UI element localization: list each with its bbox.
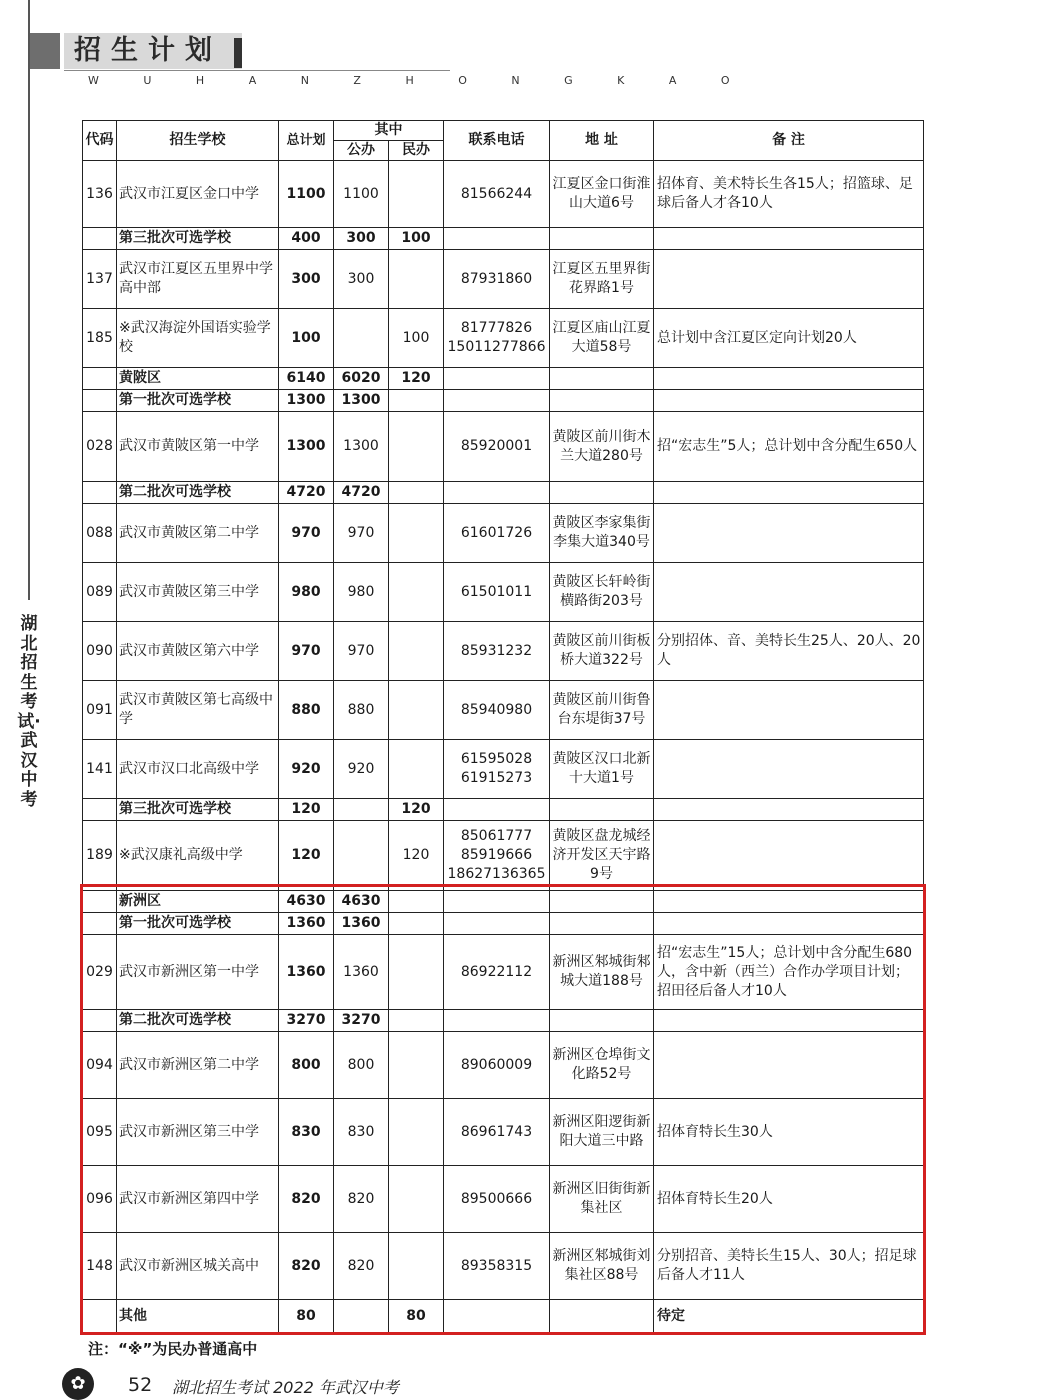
page-section-title: 招生计划 (64, 33, 242, 69)
cell-total: 4630 (279, 891, 334, 913)
cell-school: ※武汉康礼高级中学 (117, 821, 279, 891)
header-phone: 联系电话 (444, 121, 550, 161)
cell-note (654, 390, 924, 412)
cell-private (389, 412, 444, 482)
cell-code: 095 (83, 1099, 117, 1166)
cell-total: 1300 (279, 390, 334, 412)
cell-code (83, 368, 117, 390)
cell-private (389, 390, 444, 412)
cell-address: 黄陂区前川街木兰大道280号 (550, 412, 654, 482)
cell-phone: 61501011 (444, 563, 550, 622)
cell-code: 028 (83, 412, 117, 482)
cell-total: 920 (279, 740, 334, 799)
cell-note: 总计划中含江夏区定向计划20人 (654, 309, 924, 368)
cell-public: 800 (334, 1032, 389, 1099)
header-among: 其中 (334, 121, 444, 141)
cell-phone (444, 368, 550, 390)
table-row (83, 799, 924, 821)
cell-public: 1300 (334, 390, 389, 412)
cell-school: 第二批次可选学校 (117, 1010, 279, 1032)
cell-school: 武汉市新洲区第四中学 (117, 1166, 279, 1233)
cell-public: 820 (334, 1233, 389, 1300)
page-section-subtitle: W U H A N Z H O N G K A O (88, 74, 751, 87)
cell-total: 6140 (279, 368, 334, 390)
table-row (83, 821, 924, 891)
table-row (83, 250, 924, 309)
table-row (83, 309, 924, 368)
cell-public: 880 (334, 681, 389, 740)
cell-address: 黄陂区前川街板桥大道322号 (550, 622, 654, 681)
cell-phone: 89060009 (444, 1032, 550, 1099)
cell-note: 招体育特长生20人 (654, 1166, 924, 1233)
header-private: 民办 (389, 141, 444, 161)
cell-code: 137 (83, 250, 117, 309)
cell-phone: 85940980 (444, 681, 550, 740)
cell-school: 武汉市黄陂区第二中学 (117, 504, 279, 563)
cell-school: 武汉市江夏区五里界中学高中部 (117, 250, 279, 309)
cell-private: 120 (389, 368, 444, 390)
table-footnote: 注：“※”为民办普通高中 (88, 1340, 258, 1358)
cell-code: 136 (83, 161, 117, 228)
cell-private (389, 622, 444, 681)
cell-private: 100 (389, 228, 444, 250)
header-public: 公办 (334, 141, 389, 161)
cell-address (550, 482, 654, 504)
cell-note (654, 799, 924, 821)
cell-code: 088 (83, 504, 117, 563)
header-school: 招生学校 (117, 121, 279, 161)
cell-code: 096 (83, 1166, 117, 1233)
cell-phone (444, 228, 550, 250)
cell-total: 1360 (279, 935, 334, 1010)
cell-note: 招体育特长生30人 (654, 1099, 924, 1166)
table-row (83, 622, 924, 681)
cell-school: 武汉市新洲区第三中学 (117, 1099, 279, 1166)
cell-private (389, 740, 444, 799)
cell-total: 1300 (279, 412, 334, 482)
cell-phone: 85061777 85919666 18627136365 (444, 821, 550, 891)
cell-public (334, 821, 389, 891)
cell-school: 武汉市江夏区金口中学 (117, 161, 279, 228)
cell-public: 3270 (334, 1010, 389, 1032)
table-row (83, 740, 924, 799)
cell-note (654, 740, 924, 799)
cell-total: 120 (279, 799, 334, 821)
cell-note (654, 821, 924, 891)
cell-code: 148 (83, 1233, 117, 1300)
cell-code: 090 (83, 622, 117, 681)
cell-note (654, 250, 924, 309)
cell-phone: 81566244 (444, 161, 550, 228)
cell-address (550, 368, 654, 390)
cell-total: 880 (279, 681, 334, 740)
cell-address (550, 390, 654, 412)
cell-public: 970 (334, 504, 389, 563)
cell-public: 980 (334, 563, 389, 622)
cell-school: 武汉市新洲区城关高中 (117, 1233, 279, 1300)
table-row (83, 228, 924, 250)
cell-note: 招“宏志生”15人；总计划中含分配生680人，含中新（西兰）合作办学项目计划；招田径后备人才10人 (654, 935, 924, 1010)
cell-note: 招“宏志生”5人；总计划中含分配生650人 (654, 412, 924, 482)
cell-private: 120 (389, 799, 444, 821)
cell-private (389, 563, 444, 622)
table-row (83, 390, 924, 412)
cell-address: 新洲区邾城街刘集社区88号 (550, 1233, 654, 1300)
cell-school: 第二批次可选学校 (117, 482, 279, 504)
cell-school: 第一批次可选学校 (117, 913, 279, 935)
table-row (83, 504, 924, 563)
cell-phone: 81777826 15011277866 (444, 309, 550, 368)
cell-phone: 61595028 61915273 (444, 740, 550, 799)
cell-address: 新洲区仓埠街文化路52号 (550, 1032, 654, 1099)
cell-phone: 86922112 (444, 935, 550, 1010)
table-row (83, 681, 924, 740)
highlight-box-xinzhou (80, 884, 926, 1335)
header-code: 代码 (83, 121, 117, 161)
cell-phone: 89500666 (444, 1166, 550, 1233)
cell-public: 1300 (334, 412, 389, 482)
cell-note (654, 482, 924, 504)
cell-phone: 86961743 (444, 1099, 550, 1166)
table-row (83, 368, 924, 390)
cell-code: 029 (83, 935, 117, 1010)
cell-address (550, 228, 654, 250)
cell-code: 091 (83, 681, 117, 740)
header-underline (64, 70, 450, 71)
cell-address: 江夏区五里界街花界路1号 (550, 250, 654, 309)
cell-address (550, 799, 654, 821)
cell-phone (444, 482, 550, 504)
header-note: 备 注 (654, 121, 924, 161)
cell-public: 830 (334, 1099, 389, 1166)
cell-public (334, 799, 389, 821)
cell-total: 120 (279, 821, 334, 891)
cell-code: 094 (83, 1032, 117, 1099)
cell-private: 100 (389, 309, 444, 368)
cell-phone: 87931860 (444, 250, 550, 309)
cell-address: 黄陂区盘龙城经济开发区天宇路9号 (550, 821, 654, 891)
cell-public: 1100 (334, 161, 389, 228)
cell-phone: 85920001 (444, 412, 550, 482)
footer-emblem-icon: ✿ (62, 1368, 94, 1400)
cell-private (389, 482, 444, 504)
cell-total: 830 (279, 1099, 334, 1166)
cell-private: 80 (389, 1300, 444, 1334)
cell-public: 1360 (334, 913, 389, 935)
cell-public: 4630 (334, 891, 389, 913)
cell-note: 分别招体、音、美特长生25人、20人、20人 (654, 622, 924, 681)
cell-public: 6020 (334, 368, 389, 390)
cell-school: 其他 (117, 1300, 279, 1334)
cell-note (654, 228, 924, 250)
cell-total: 980 (279, 563, 334, 622)
cell-school: 武汉市新洲区第一中学 (117, 935, 279, 1010)
cell-total: 300 (279, 250, 334, 309)
cell-address: 黄陂区前川街鲁台东堤街37号 (550, 681, 654, 740)
table-row (83, 412, 924, 482)
cell-public: 4720 (334, 482, 389, 504)
cell-school: 第三批次可选学校 (117, 799, 279, 821)
cell-school: 武汉市黄陂区第六中学 (117, 622, 279, 681)
header-address: 地 址 (550, 121, 654, 161)
cell-total: 1360 (279, 913, 334, 935)
cell-address: 黄陂区汉口北新十大道1号 (550, 740, 654, 799)
cell-public: 300 (334, 228, 389, 250)
cell-total: 1100 (279, 161, 334, 228)
cell-code (83, 390, 117, 412)
cell-code: 089 (83, 563, 117, 622)
cell-code: 141 (83, 740, 117, 799)
vertical-side-title: 湖北招生考试·武汉中考 (17, 614, 41, 810)
cell-total: 970 (279, 504, 334, 563)
cell-public: 820 (334, 1166, 389, 1233)
header-total: 总计划 (279, 121, 334, 161)
cell-total: 970 (279, 622, 334, 681)
cell-school: 武汉市黄陂区第三中学 (117, 563, 279, 622)
cell-public (334, 309, 389, 368)
cell-private (389, 681, 444, 740)
cell-note: 待定 (654, 1300, 924, 1334)
cell-phone: 85931232 (444, 622, 550, 681)
cell-total: 820 (279, 1233, 334, 1300)
cell-total: 800 (279, 1032, 334, 1099)
cell-code (83, 482, 117, 504)
cell-code: 185 (83, 309, 117, 368)
cell-total: 80 (279, 1300, 334, 1334)
header-accent-block (30, 33, 60, 69)
cell-address: 江夏区庙山江夏大道58号 (550, 309, 654, 368)
cell-school: 黄陂区 (117, 368, 279, 390)
table-row (83, 563, 924, 622)
cell-public: 920 (334, 740, 389, 799)
cell-note: 分别招音、美特长生15人、30人；招足球后备人才11人 (654, 1233, 924, 1300)
cell-public: 970 (334, 622, 389, 681)
cell-total: 820 (279, 1166, 334, 1233)
cell-address: 新洲区邾城街邾城大道188号 (550, 935, 654, 1010)
cell-note: 招体育、美术特长生各15人；招篮球、足球后备人才各10人 (654, 161, 924, 228)
cell-code: 189 (83, 821, 117, 891)
cell-address: 江夏区金口街淮山大道6号 (550, 161, 654, 228)
left-margin-rule (28, 0, 30, 600)
footer-publication: 湖北招生考试 2022 年武汉中考 (172, 1378, 399, 1397)
cell-note (654, 681, 924, 740)
header-accent-bar (234, 38, 242, 68)
page-number: 52 (128, 1374, 153, 1396)
cell-private (389, 161, 444, 228)
cell-code (83, 228, 117, 250)
cell-address: 新洲区旧街街新集社区 (550, 1166, 654, 1233)
cell-public: 1360 (334, 935, 389, 1010)
cell-note (654, 368, 924, 390)
cell-school: 第一批次可选学校 (117, 390, 279, 412)
cell-address: 新洲区阳逻街新阳大道三中路 (550, 1099, 654, 1166)
cell-school: 第三批次可选学校 (117, 228, 279, 250)
table-row (83, 161, 924, 228)
cell-code (83, 799, 117, 821)
cell-school: 武汉市新洲区第二中学 (117, 1032, 279, 1099)
cell-public: 300 (334, 250, 389, 309)
cell-school: ※武汉海淀外国语实验学校 (117, 309, 279, 368)
cell-total: 3270 (279, 1010, 334, 1032)
cell-total: 4720 (279, 482, 334, 504)
cell-address: 黄陂区李家集街李集大道340号 (550, 504, 654, 563)
cell-note (654, 563, 924, 622)
cell-school: 武汉市汉口北高级中学 (117, 740, 279, 799)
cell-phone (444, 390, 550, 412)
cell-private (389, 504, 444, 563)
cell-address: 黄陂区长轩岭街横路街203号 (550, 563, 654, 622)
cell-note (654, 504, 924, 563)
cell-total: 400 (279, 228, 334, 250)
cell-private (389, 250, 444, 309)
cell-phone (444, 799, 550, 821)
cell-school: 武汉市黄陂区第一中学 (117, 412, 279, 482)
cell-total: 100 (279, 309, 334, 368)
cell-phone: 61601726 (444, 504, 550, 563)
table-row (83, 482, 924, 504)
cell-school: 新洲区 (117, 891, 279, 913)
cell-phone: 89358315 (444, 1233, 550, 1300)
cell-private: 120 (389, 821, 444, 891)
cell-school: 武汉市黄陂区第七高级中学 (117, 681, 279, 740)
